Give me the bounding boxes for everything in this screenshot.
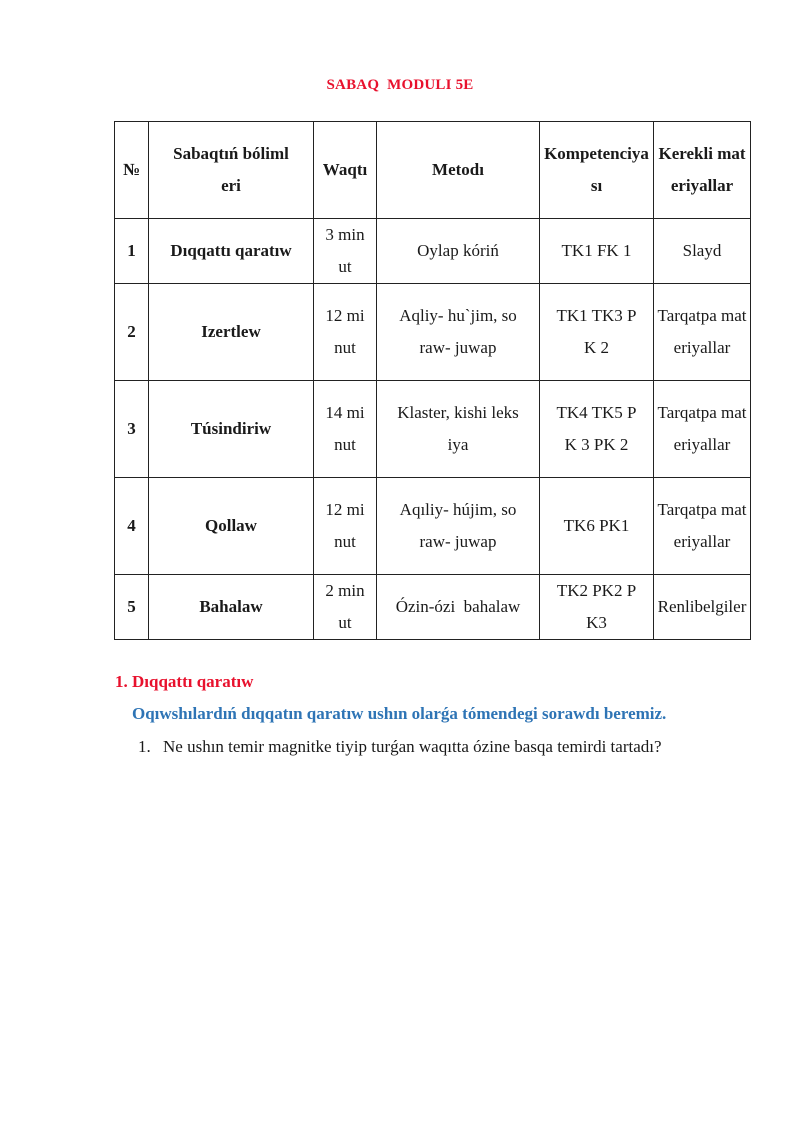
row-time: 3 minut [314, 219, 377, 284]
table-row [115, 478, 751, 575]
header-section: Sabaqtıń bólimleri [149, 122, 314, 219]
table-row [115, 219, 751, 284]
question-item [138, 737, 662, 757]
row-method: Aqliy- hu`jim, soraw- juwap [377, 284, 540, 381]
header-competence: Kompetenciyası [540, 122, 654, 219]
row-time: 12 minut [314, 478, 377, 575]
table-row [115, 575, 751, 640]
row-competence: TK2 PK2 PK3 [540, 575, 654, 640]
row-method: Oylap kóriń [377, 219, 540, 284]
row-competence: TK6 PK1 [540, 478, 654, 575]
page-title: SABAQ MODULI 5E [326, 77, 474, 93]
row-section: Izertlew [149, 284, 314, 381]
row-competence: TK1 TK3 PK 2 [540, 284, 654, 381]
row-method: Ózin-ózi bahalaw [377, 575, 540, 640]
row-number: 5 [115, 575, 149, 640]
row-materials: Tarqatpa materiyallar [654, 381, 751, 478]
row-method: Klaster, kishi leksiya [377, 381, 540, 478]
table-header-row [115, 122, 751, 219]
row-time: 12 minut [314, 284, 377, 381]
header-number: № [115, 122, 149, 219]
row-section: Qollaw [149, 478, 314, 575]
lesson-plan-table [114, 121, 751, 640]
header-time: Waqtı [314, 122, 377, 219]
table-row [115, 284, 751, 381]
table-row [115, 381, 751, 478]
row-time: 2 minut [314, 575, 377, 640]
row-time: 14 minut [314, 381, 377, 478]
question-text: Ne ushın temir magnitke tiyip turǵan waqıtta ózine basqa temirdi tartadı? [163, 737, 662, 756]
header-materials: Kerekli materiyallar [654, 122, 751, 219]
row-section: Bahalaw [149, 575, 314, 640]
section-heading: 1. Dıqqattı qaratıw [115, 672, 254, 691]
row-materials: Tarqatpa materiyallar [654, 284, 751, 381]
row-section: Túsindiriw [149, 381, 314, 478]
row-section: Dıqqattı qaratıw [149, 219, 314, 284]
row-materials: Tarqatpa materiyallar [654, 478, 751, 575]
row-method: Aqıliy- hújim, soraw- juwap [377, 478, 540, 575]
section-intro: Oqıwshılardıń dıqqatın qaratıw ushın olarǵa tómendegi sorawdı beremiz. [132, 704, 667, 723]
row-materials: Slayd [654, 219, 751, 284]
question-number: 1. [138, 737, 151, 756]
row-number: 4 [115, 478, 149, 575]
row-competence: TK4 TK5 PK 3 PK 2 [540, 381, 654, 478]
row-number: 2 [115, 284, 149, 381]
row-number: 1 [115, 219, 149, 284]
row-competence: TK1 FK 1 [540, 219, 654, 284]
header-method: Metodı [377, 122, 540, 219]
row-materials: Renlibelgiler [654, 575, 751, 640]
row-number: 3 [115, 381, 149, 478]
